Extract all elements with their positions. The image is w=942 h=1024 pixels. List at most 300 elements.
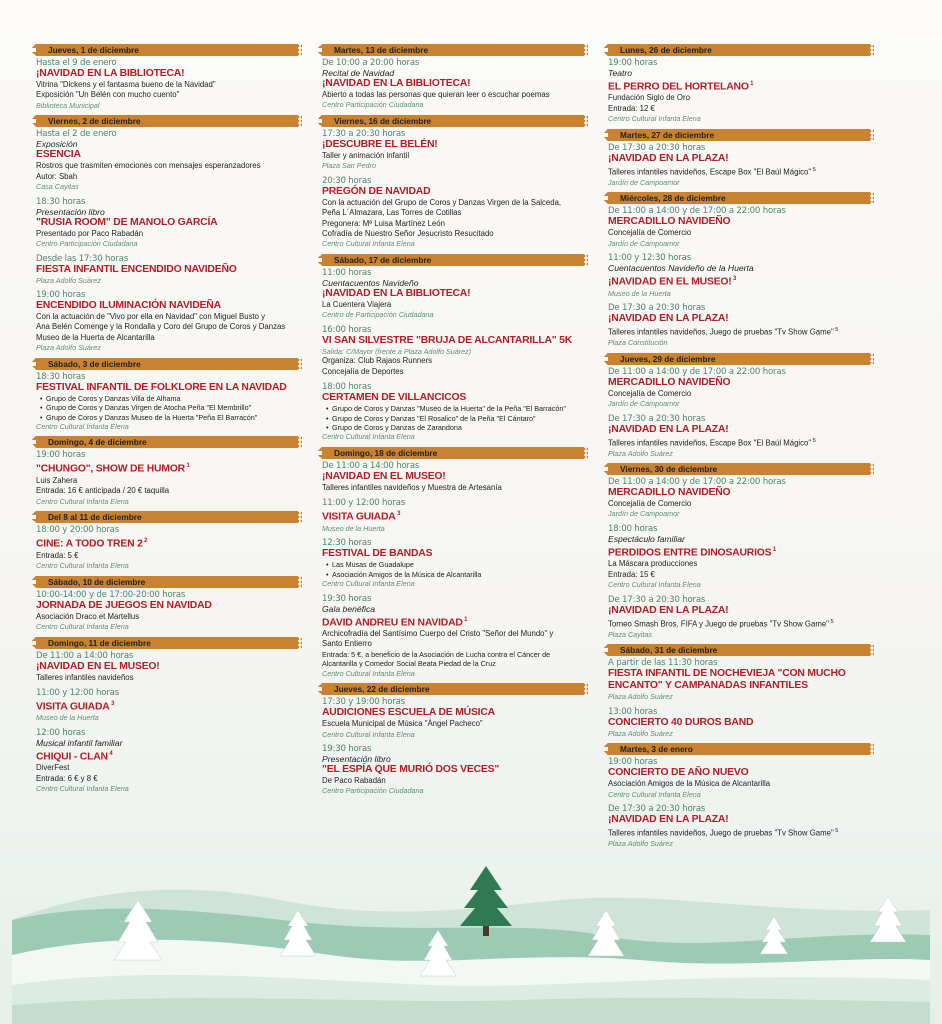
event-title [36,661,298,673]
event-location: Plaza Adolfo Suárez [608,448,673,458]
event-title-text: CONCIERTO 40 DUROS BAND [608,716,754,728]
event-description-text: Exposición "Un Belén con mucho cuento" [36,90,180,100]
event-description [608,104,870,114]
event-location: Centro Cultural Infanta Elena [36,784,129,794]
event-description-text: Entrada: 12 € [608,103,655,113]
event-title-text: ¡NAVIDAD EN LA BIBLIOTECA! [36,68,185,79]
event-title [322,288,584,300]
event-time: Hasta el 9 de enero [36,58,117,68]
event-time: 12:30 horas [322,538,372,549]
footnote-mark: 5 [833,828,839,835]
event-description-text: Escuela Municipal de Música "Ángel Pacheco" [322,719,483,729]
event-title [608,605,870,617]
event-item [608,414,870,459]
bullet-item: • Grupo de Coros y Danzas "El Rosalico" de la Peña "El Cántaro" [322,414,584,423]
event-title-text: MERCADILLO NAVIDEÑO [608,216,731,228]
event-item [608,524,870,590]
footnote-mark: 5 [811,437,816,444]
event-description [322,208,584,218]
event-title-text: ¡NAVIDAD EN EL MUSEO! [36,660,160,672]
event-title [322,508,584,523]
event-ticket-info: Entrada: 5 €, a beneficio de la Asociación de Lucha contra el Cáncer de [322,649,551,659]
event-title-text: VISITA GUIADA [322,511,396,523]
event-item [608,58,870,124]
event-title-text: ¡NAVIDAD EN LA PLAZA! [608,604,729,616]
event-item [36,58,298,110]
event-item [36,688,298,723]
event-item [36,372,298,432]
event-time: 19:00 horas [36,290,86,301]
event-item [322,744,584,796]
bullet-item: • Las Musas de Guadalupe [322,560,584,569]
event-description-text: Pregonera: Mª Luisa Martínez León [322,218,445,228]
column-3 [608,44,870,854]
event-location: Centro Participación Ciudadana [36,239,138,249]
event-item [322,538,584,588]
event-item [608,757,870,799]
day-header: Viernes, 30 de diciembre [608,463,870,475]
event-title [608,544,870,559]
event-title-text: JORNADA DE JUEGOS EN NAVIDAD [36,599,212,611]
event-description [608,826,870,839]
event-item [322,176,584,249]
event-title [608,78,870,93]
event-location: Plaza Adolfo Suárez [36,343,101,353]
event-description [36,80,298,90]
event-location: Centro Participación Ciudadana [322,100,424,110]
event-time: De 17:30 a 20:30 horas [608,594,706,605]
event-description [36,486,298,496]
event-title [322,392,584,404]
event-time: De 10:00 a 20:00 horas [322,58,420,68]
event-title [36,68,298,80]
event-title [36,382,298,394]
event-category: Musical infantil familiar [36,737,123,748]
event-description [36,312,298,322]
day-header: Jueves, 1 de diciembre [36,44,298,56]
event-item [608,143,870,188]
event-description: Concejalía de Deportes [322,366,404,376]
event-description [322,629,584,639]
pine-tree-icon [460,866,512,936]
day-header: Martes, 3 de enero [608,743,870,755]
event-category: Teatro [608,68,633,78]
event-title [36,300,298,312]
front-hill-2 [12,998,930,1024]
event-location: Plaza Adolfo Suárez [36,275,101,285]
event-title-text: ¡NAVIDAD EN LA BIBLIOTECA! [322,78,471,89]
event-category: Presentación libro [36,206,105,217]
event-time: 18:00 horas [322,382,372,393]
event-description-text: Cofradía de Nuestro Señor Jesucristo Resucitado [322,229,494,239]
event-time: De 17:30 a 20:30 horas [608,303,706,314]
event-item [36,129,298,191]
event-title [322,139,584,151]
event-item [36,525,298,570]
event-description-text: Peña L´Almazara, Las Torres de Cotillas [322,208,462,218]
event-time: De 11:00 a 14:00 y de 17:00 a 22:00 horas [608,206,786,217]
event-title [322,78,584,90]
event-title-text: CHIQUI - CLAN [36,751,108,763]
event-description-text: La Cuentera Viajera [322,299,392,309]
event-title [322,614,584,629]
footnote-mark: 3 [731,276,737,283]
event-title [36,217,298,229]
event-title-text: VI SAN SILVESTRE "BRUJA DE ALCANTARILLA" 5K [322,334,573,346]
event-description-text: Concejalía de Comercio [608,228,692,238]
event-description [36,333,298,343]
event-location: Plaza San Pedro [322,161,376,171]
event-location: Centro Cultural Infanta Elena [36,421,129,431]
event-item [36,450,298,506]
event-location: Centro Cultural Infanta Elena [36,561,129,571]
event-title-text: FESTIVAL INFANTIL DE FOLKLORE EN LA NAVIDAD [36,381,287,393]
event-time: 12:00 horas [36,727,86,738]
event-title-text: ¡NAVIDAD EN LA PLAZA! [608,152,729,164]
event-title-text: "CHUNGO", SHOW DE HUMOR [36,463,185,475]
event-description-text: Asociación Amigos de la Música de Alcantarilla [608,779,771,789]
event-description-text: Torneo Smash Bros, FIFA y Juego de pruebas "Tv Show Game" [608,619,829,629]
event-item [608,303,870,348]
event-title [322,764,584,776]
event-title-text: ¡NAVIDAD EN LA BIBLIOTECA! [322,287,471,299]
event-description [36,774,298,784]
event-title-text: MERCADILLO NAVIDEÑO [608,487,731,499]
day-header: Miércoles, 28 de diciembre [608,192,870,204]
event-location: Casa Cayitas [36,182,79,192]
event-title [608,668,870,692]
event-location: Centro Cultural Infanta Elena [322,729,415,739]
day-header: Domingo, 4 de diciembre [36,436,298,448]
event-description [36,161,298,171]
event-location: Jardín de Campoamor [608,238,680,248]
event-ticket-info: Alcantarilla y Comedor Social Beata Piedad de la Cruz [322,659,496,669]
event-description-text: Santo Entierro [322,639,372,649]
event-location: Centro Cultural Infanta Elena [322,239,415,249]
event-description [36,763,298,773]
event-description-text: Entrada: 15 € [608,569,655,579]
event-title [36,600,298,612]
event-location: Centro Cultural Infanta Elena [36,622,129,632]
event-location: Centro Cultural Infanta Elena [322,668,415,678]
day-header: Viernes, 16 de diciembre [322,115,584,127]
day-header: Lunes, 26 de diciembre [608,44,870,56]
event-description-text: Entrada: 5 € [36,550,79,560]
event-title [608,153,870,165]
event-title [36,460,298,475]
event-title-text: FESTIVAL DE BANDAS [322,548,433,560]
event-description-text: Talleres infantiles navideños, Juego de pruebas "Tv Show Game" [608,327,834,337]
event-description [322,483,584,493]
event-description [322,151,584,161]
event-description [36,673,298,683]
event-description-text: Taller y animación infantil [322,150,410,160]
event-location: Museo de la Huerta [36,713,99,723]
event-title-text: ¡NAVIDAD EN EL MUSEO! [608,276,732,288]
event-description-text: De Paco Rabadán [322,776,386,786]
event-category: Cuentacuentos Navideño de la Huerta [608,263,754,274]
event-title [608,313,870,325]
event-item [608,804,870,849]
event-description [322,198,584,208]
event-title-text: FIESTA INFANTIL DE NOCHEVIEJA "CON MUCHO ENCANTO" Y CAMPANADAS INFANTILES [608,668,846,692]
event-time: 19:30 horas [322,744,372,755]
day-header: Sábado, 17 de diciembre [322,254,584,266]
event-item [608,477,870,519]
event-title [608,814,870,826]
event-description [608,570,870,580]
event-time: 18:30 horas [36,196,86,207]
event-item [608,253,870,298]
event-description-text: Fundación Siglo de Oro [608,93,690,103]
event-time: 19:00 horas [36,450,86,461]
event-item [322,325,584,377]
footnote-mark: 1 [462,616,468,623]
event-title [322,471,584,483]
event-location: Centro de Participación Ciudadana [322,310,434,320]
event-title-text: ¡NAVIDAD EN LA PLAZA! [608,313,729,325]
event-description-text: Concejalía de Comercio [608,388,692,398]
event-description-text: Talleres infantiles navideños, Juego de pruebas "Tv Show Game" [608,828,834,838]
event-title-text: ¡NAVIDAD EN EL MUSEO! [322,470,446,482]
event-time: 19:30 horas [322,593,372,604]
event-title-text: ESENCIA [36,149,81,161]
event-description [608,617,870,630]
event-description-text: Con la actuación del Grupo de Coros y Danzas Virgen de la Salceda, [322,197,562,207]
event-time: 11:00 y 12:30 horas [608,253,691,264]
event-description-text: Ana Belén Comenge y la Rondalla y Coro del Grupo de Coros y Danzas [36,322,286,332]
event-time: De 17:30 a 20:30 horas [608,413,706,424]
event-time: 17:30 a 20:30 horas [322,128,406,139]
event-item [608,367,870,409]
footnote-mark: 5 [828,618,834,625]
bullet-item: • Grupo de Coros y Danzas de Zarandona [322,423,584,432]
event-title [608,424,870,436]
event-title-text: ¡NAVIDAD EN LA PLAZA! [608,814,729,826]
footnote-mark: 1 [185,463,190,470]
event-category: Cuentacuentos Navideño [322,277,419,288]
event-time: De 17:30 a 20:30 horas [608,142,706,153]
event-time: 11:00 y 12:00 horas [322,498,405,509]
event-item [322,594,584,679]
event-description-text: La Máscara producciones [608,559,698,569]
event-description [608,389,870,399]
event-title [322,186,584,198]
event-description [36,90,298,100]
event-item [608,658,870,702]
event-description-text: Entrada: 6 € y 8 € [36,773,98,783]
event-location: Plaza Cayitas [608,629,652,639]
event-location: Centro Cultural Infanta Elena [322,432,415,442]
event-description: Organiza: Club Rajaos Runners [322,356,433,366]
event-item [322,58,584,110]
event-description-text: DiverFest [36,763,70,773]
event-location: Plaza Constitución [608,338,668,348]
event-item [608,595,870,640]
event-title-text: "RUSIA ROOM" DE MANOLO GARCÍA [36,216,218,228]
event-description [36,172,298,182]
event-description [608,325,870,338]
event-location: Centro Cultural Infanta Elena [608,580,701,590]
event-location: Plaza Adolfo Suárez [608,728,673,738]
day-header: Sábado, 3 de diciembre [36,358,298,370]
day-header: Del 8 al 11 de diciembre [36,511,298,523]
event-item [322,268,584,320]
event-description-text: Presentado por Paco Rabadán [36,228,144,238]
event-title-text: VISITA GUIADA [36,701,110,713]
event-location: Centro Cultural Infanta Elena [608,789,701,799]
event-description [608,436,870,449]
footnote-mark: 1 [771,546,776,553]
event-time: 20:30 horas [322,175,372,186]
event-time: 17:30 y 19:00 horas [322,697,405,708]
event-description-text: Concejalía de Comercio [608,499,692,509]
event-item [608,707,870,739]
event-item [36,651,298,683]
event-location: Jardín de Campoamor [608,177,680,187]
event-time: De 11:00 a 14:00 y de 17:00 a 22:00 horas [608,477,786,488]
event-time: 11:00 y 12:00 horas [36,687,119,698]
event-location: Plaza Adolfo Suárez [608,839,673,849]
event-description-text: Autor: Sbah [36,171,78,181]
event-location: Centro Participación Ciudadana [322,786,424,796]
event-time: Desde las 17:30 horas [36,253,128,264]
event-title [608,273,870,288]
event-title-text: "EL ESPÍA QUE MURIÓ DOS VECES" [322,764,500,776]
column-1 [36,44,298,799]
day-header: Jueves, 22 de diciembre [322,683,584,695]
event-description [322,219,584,229]
event-description [608,559,870,569]
event-item [322,129,584,171]
bullet-item: • Grupo de Coros y Danzas Virgen de Atocha Peña "El Membrillo" [36,403,298,412]
event-description [322,90,584,100]
event-category: Gala benéfica [322,603,376,614]
event-item [322,382,584,442]
event-description [322,776,584,786]
event-description-text: Abierto a todas las personas que quieran leer o escuchar poemas [322,90,550,99]
event-description [36,612,298,622]
footnote-mark: 2 [142,538,148,545]
event-location: Biblioteca Municipal [36,100,100,110]
event-time: De 17:30 a 20:30 horas [608,804,706,815]
event-description-text: Vitrina "Dickens y el fantasma bueno de la Navidad" [36,80,216,89]
event-description-text: Talleres infantiles navideños, Escape Box "El Baúl Mágico" [608,438,812,448]
event-title [36,698,298,713]
winter-landscape-illustration [0,860,942,1024]
event-title-text: FIESTA INFANTIL ENCENDIDO NAVIDEÑO [36,263,237,275]
event-description [322,229,584,239]
column-2 [322,44,584,801]
footnote-mark: 3 [395,511,401,518]
event-location: Jardín de Campoamor [608,509,680,519]
day-header: Martes, 13 de diciembre [322,44,584,56]
event-description-text: Asociación Draco et Martellus [36,611,140,621]
event-title [608,487,870,499]
event-time: De 11:00 a 14:00 y de 17:00 a 22:00 horas [608,366,786,377]
event-time: 10:00-14:00 y de 17:00-20:00 horas [36,589,186,600]
event-time: De 11:00 a 14:00 horas [36,650,134,661]
event-time: Hasta el 2 de enero [36,129,117,140]
event-title-text: ¡NAVIDAD EN LA PLAZA! [608,423,729,435]
event-title-text: CERTAMEN DE VILLANCICOS [322,392,467,404]
event-description [36,229,298,239]
event-title [322,548,584,560]
day-header: Viernes, 2 de diciembre [36,115,298,127]
footnote-mark: 1 [748,81,754,87]
event-time: A partir de las 11:30 horas [608,658,718,669]
day-header: Sábado, 10 de diciembre [36,576,298,588]
event-title [36,149,298,161]
event-title [608,216,870,228]
bullet-item: • Grupo de Coros y Danzas Villa de Alhama [36,394,298,403]
event-description [36,476,298,486]
event-description [608,779,870,789]
event-title [36,264,298,276]
event-item [322,697,584,739]
event-description-text: Talleres infantiles navideños y Muestra de Artesanía [322,482,502,492]
event-title [36,748,298,763]
event-title [608,767,870,779]
event-title [608,377,870,389]
event-title-text: MERCADILLO NAVIDEÑO [608,376,731,388]
event-title-text: EL PERRO DEL HORTELANO [608,81,749,93]
event-time: 13:00 horas [608,706,658,717]
bullet-item: • Grupo de Coros y Danzas Museo de la Huerta "Peña El Barracón" [36,413,298,422]
event-location: Salida: C/Mayor (frente a Plaza Adolfo Suárez) [322,346,472,356]
event-title-text: CINE: A TODO TREN 2 [36,538,143,550]
footnote-mark: 3 [109,700,115,707]
event-description [36,551,298,561]
event-time: De 11:00 a 14:00 horas [322,460,420,471]
event-time: 19:00 horas [608,757,658,768]
event-description-text: Archicofradía del Santísimo Cuerpo del Cristo "Señor del Mundo" y [322,629,554,639]
bullet-item: • Grupo de Coros y Danzas "Museo de la Huerta" de la Peña "El Barracón" [322,404,584,413]
event-location: Centro Cultural Infanta Elena [608,114,701,124]
bullet-item: • Asociación Amigos de la Música de Alcantarilla [322,570,584,579]
event-description-text: Talleres infantiles navideños [36,672,134,682]
event-description [608,165,870,178]
event-item [36,728,298,794]
event-item [322,498,584,533]
day-header: Domingo, 18 de diciembre [322,447,584,459]
event-description [322,639,584,649]
event-category: Exposición [36,139,78,150]
event-title [322,707,584,719]
event-location: Centro Cultural Infanta Elena [322,579,415,589]
event-description [608,93,870,103]
footnote-mark: 4 [107,750,113,757]
event-description-text: Luis Zahera [36,475,78,485]
footnote-mark: 5 [833,327,839,334]
event-description [322,719,584,729]
event-category: Recital de Navidad [322,68,395,78]
event-description-text: Museo de la Huerta de Alcantarilla [36,332,155,342]
event-item [322,461,584,493]
day-header: Sábado, 31 de diciembre [608,644,870,656]
event-item [608,206,870,248]
event-description-text: Rostros que trasmiten emociones con mensajes esperanzadores [36,161,261,171]
event-time: 19:00 horas [608,58,658,68]
event-title [608,717,870,729]
event-time: 18:30 horas [36,371,86,382]
event-time: 16:00 horas [322,324,372,335]
event-title-text: CONCIERTO DE AÑO NUEVO [608,767,749,779]
event-location: Plaza Adolfo Suárez [608,692,673,702]
event-description-text: Talleres infantiles navideños, Escape Box "El Baúl Mágico" [608,167,812,177]
event-title-text: ¡DESCUBRE EL BELÉN! [322,138,438,150]
event-title [322,335,584,347]
